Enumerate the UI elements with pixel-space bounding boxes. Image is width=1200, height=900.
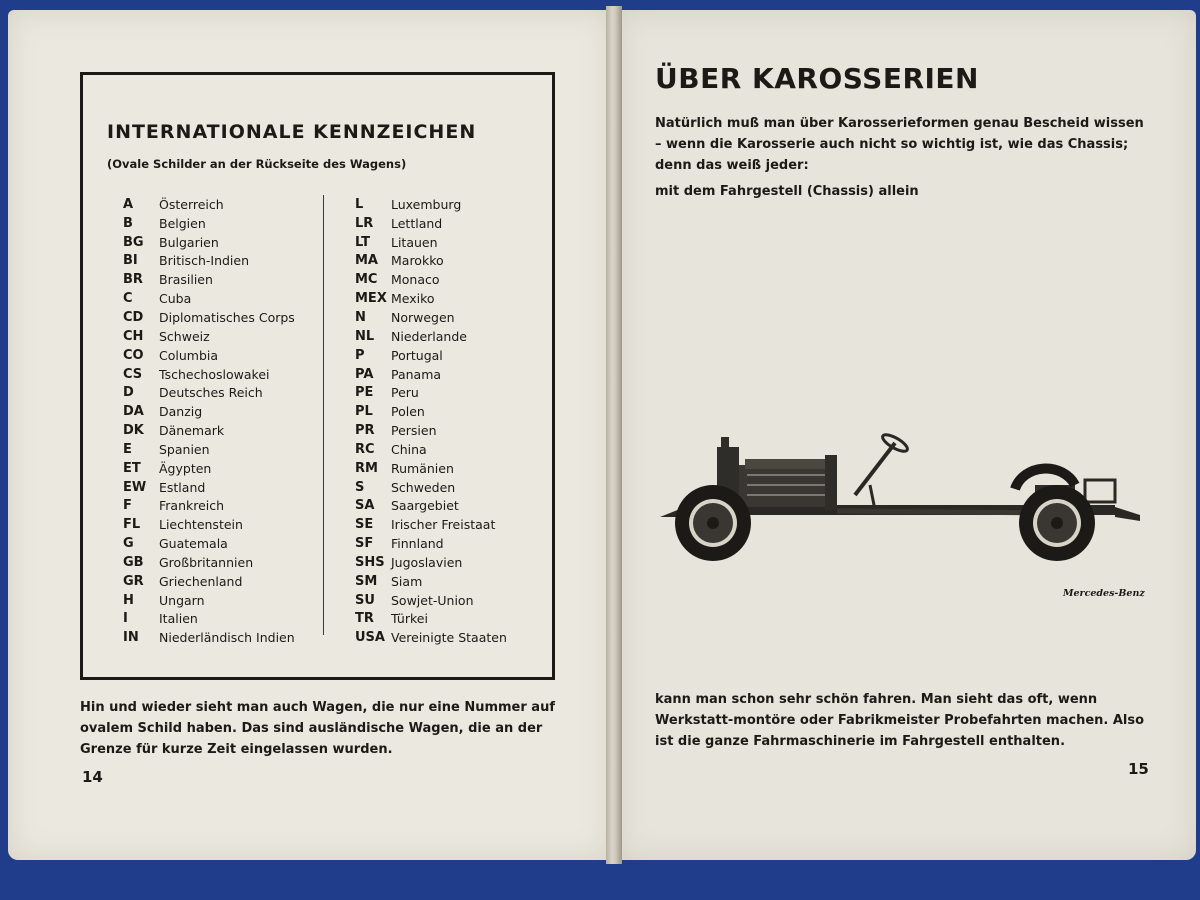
country-name: Lettland bbox=[391, 215, 443, 231]
country-code: C bbox=[123, 291, 133, 307]
country-code: D bbox=[123, 385, 134, 401]
code-row bbox=[355, 440, 565, 459]
country-name: Britisch-Indien bbox=[159, 253, 250, 269]
country-code: EW bbox=[123, 479, 147, 495]
code-row bbox=[355, 195, 565, 214]
code-row bbox=[355, 327, 565, 346]
country-code: MC bbox=[355, 272, 378, 288]
code-row bbox=[123, 478, 333, 497]
code-row bbox=[123, 383, 333, 402]
code-row bbox=[355, 572, 565, 591]
page-number-right: 15 bbox=[1128, 760, 1149, 778]
code-row bbox=[355, 515, 565, 534]
code-row bbox=[355, 459, 565, 478]
code-row bbox=[123, 289, 333, 308]
country-code: IN bbox=[123, 630, 139, 646]
country-code: GR bbox=[123, 573, 144, 589]
country-code: BG bbox=[123, 234, 144, 250]
country-name: Portugal bbox=[391, 347, 443, 363]
country-code: PE bbox=[355, 385, 374, 401]
country-code: BR bbox=[123, 272, 143, 288]
country-code: I bbox=[123, 611, 128, 627]
country-code: DK bbox=[123, 423, 144, 439]
country-name: Spanien bbox=[159, 441, 210, 457]
country-code: LT bbox=[355, 234, 370, 250]
country-name: Columbia bbox=[159, 347, 219, 363]
code-row bbox=[355, 591, 565, 610]
country-name: Brasilien bbox=[159, 272, 213, 288]
code-list-column-1 bbox=[123, 195, 333, 647]
country-name: Mexiko bbox=[391, 291, 435, 307]
image-credit: Mercedes-Benz bbox=[1063, 588, 1145, 599]
country-name: Panama bbox=[391, 366, 442, 382]
code-row bbox=[355, 497, 565, 516]
code-row bbox=[355, 365, 565, 384]
code-row bbox=[355, 270, 565, 289]
box-title: INTERNATIONALE KENNZEICHEN bbox=[107, 121, 477, 143]
country-name: Estland bbox=[159, 479, 206, 495]
country-code: DA bbox=[123, 404, 144, 420]
code-row bbox=[355, 421, 565, 440]
code-row bbox=[123, 308, 333, 327]
code-list-column-2 bbox=[355, 195, 565, 647]
country-code: B bbox=[123, 215, 133, 231]
country-name: Litauen bbox=[391, 234, 438, 250]
country-name: Irischer Freistaat bbox=[391, 517, 496, 533]
country-code: BI bbox=[123, 253, 138, 269]
country-code: TR bbox=[355, 611, 374, 627]
country-name: Ungarn bbox=[159, 592, 205, 608]
country-code: E bbox=[123, 441, 132, 457]
code-row bbox=[355, 233, 565, 252]
code-row bbox=[123, 459, 333, 478]
country-code: ET bbox=[123, 460, 141, 476]
code-row bbox=[123, 365, 333, 384]
country-code: H bbox=[123, 592, 134, 608]
country-name: Deutsches Reich bbox=[159, 385, 263, 401]
country-code: G bbox=[123, 536, 134, 552]
country-name: Cuba bbox=[159, 291, 192, 307]
country-name: Österreich bbox=[159, 196, 224, 212]
country-code: FL bbox=[123, 517, 141, 533]
code-row bbox=[123, 497, 333, 516]
right-page-intro: Natürlich muß man über Karosserieformen genau Bescheid wissen – wenn die Karosserie auch nicht so wichtig ist, wie das Chassis; denn das weiß jeder: bbox=[655, 116, 1144, 173]
code-row bbox=[355, 402, 565, 421]
code-row bbox=[355, 346, 565, 365]
code-row bbox=[355, 289, 565, 308]
country-name: Türkei bbox=[391, 611, 428, 627]
code-row bbox=[123, 553, 333, 572]
code-row bbox=[123, 421, 333, 440]
page-number-left: 14 bbox=[82, 768, 103, 786]
country-code: RC bbox=[355, 441, 375, 457]
country-name: Liechtenstein bbox=[159, 517, 243, 533]
country-name: Jugoslavien bbox=[391, 554, 463, 570]
country-code: CO bbox=[123, 347, 144, 363]
country-code: NL bbox=[355, 328, 375, 344]
license-code-box bbox=[80, 72, 555, 680]
book-gutter bbox=[606, 6, 622, 864]
country-code: PR bbox=[355, 423, 375, 439]
code-row bbox=[355, 383, 565, 402]
country-code: USA bbox=[355, 630, 385, 646]
country-name: Diplomatisches Corps bbox=[159, 309, 295, 325]
country-code: MA bbox=[355, 253, 378, 269]
code-row bbox=[123, 628, 333, 647]
code-row bbox=[123, 252, 333, 271]
code-row bbox=[355, 628, 565, 647]
country-code: L bbox=[355, 196, 364, 212]
country-code: CD bbox=[123, 309, 144, 325]
country-name: Saargebiet bbox=[391, 498, 459, 514]
country-name: Belgien bbox=[159, 215, 206, 231]
code-row bbox=[123, 591, 333, 610]
code-row bbox=[123, 233, 333, 252]
code-row bbox=[355, 553, 565, 572]
code-row bbox=[123, 515, 333, 534]
country-code: SM bbox=[355, 573, 378, 589]
country-code: SE bbox=[355, 517, 374, 533]
code-row bbox=[355, 610, 565, 629]
country-code: MEX bbox=[355, 291, 387, 307]
country-name: Dänemark bbox=[159, 423, 225, 439]
country-code: LR bbox=[355, 215, 374, 231]
country-name: Schweiz bbox=[159, 328, 210, 344]
code-row bbox=[123, 214, 333, 233]
code-row bbox=[123, 327, 333, 346]
country-name: Siam bbox=[391, 573, 423, 589]
country-name: Luxemburg bbox=[391, 196, 462, 212]
country-code: SHS bbox=[355, 554, 385, 570]
country-name: Persien bbox=[391, 423, 437, 439]
country-name: China bbox=[391, 441, 427, 457]
country-name: Sowjet-Union bbox=[391, 592, 474, 608]
country-code: F bbox=[123, 498, 132, 514]
country-name: Finnland bbox=[391, 536, 444, 552]
country-name: Bulgarien bbox=[159, 234, 219, 250]
country-name: Niederländisch Indien bbox=[159, 630, 295, 646]
country-code: CH bbox=[123, 328, 144, 344]
right-page-title: ÜBER KAROSSERIEN bbox=[655, 62, 979, 95]
country-name: Guatemala bbox=[159, 536, 228, 552]
country-name: Peru bbox=[391, 385, 419, 401]
chassis-illustration bbox=[655, 425, 1145, 575]
country-code: PL bbox=[355, 404, 373, 420]
country-code: SU bbox=[355, 592, 375, 608]
code-row bbox=[355, 214, 565, 233]
code-row bbox=[355, 252, 565, 271]
box-subtitle: (Ovale Schilder an der Rückseite des Wagens) bbox=[107, 157, 407, 171]
country-name: Polen bbox=[391, 404, 425, 420]
country-code: SA bbox=[355, 498, 375, 514]
code-row bbox=[123, 346, 333, 365]
country-name: Großbritannien bbox=[159, 554, 254, 570]
country-name: Rumänien bbox=[391, 460, 454, 476]
column-divider bbox=[323, 195, 324, 635]
country-code: S bbox=[355, 479, 365, 495]
country-code: A bbox=[123, 196, 134, 212]
code-row bbox=[355, 478, 565, 497]
country-name: Ägypten bbox=[159, 460, 212, 476]
right-page-body: kann man schon sehr schön fahren. Man sieht das oft, wenn Werkstatt-montöre oder Fabrikmeister Probefahrten machen. Also ist die ganze Fahrmaschinerie im Fahrgestell enthalten. bbox=[655, 692, 1145, 749]
country-name: Danzig bbox=[159, 404, 203, 420]
country-name: Tschechoslowakei bbox=[159, 366, 270, 382]
country-name: Griechenland bbox=[159, 573, 243, 589]
country-code: GB bbox=[123, 554, 144, 570]
country-code: PA bbox=[355, 366, 374, 382]
country-code: N bbox=[355, 309, 366, 325]
country-name: Vereinigte Staaten bbox=[391, 630, 507, 646]
country-name: Monaco bbox=[391, 272, 440, 288]
country-code: RM bbox=[355, 460, 378, 476]
code-row bbox=[123, 440, 333, 459]
code-row bbox=[355, 534, 565, 553]
country-name: Marokko bbox=[391, 253, 444, 269]
country-name: Niederlande bbox=[391, 328, 467, 344]
country-name: Frankreich bbox=[159, 498, 225, 514]
code-row bbox=[123, 572, 333, 591]
country-name: Italien bbox=[159, 611, 198, 627]
code-row bbox=[355, 308, 565, 327]
country-name: Schweden bbox=[391, 479, 456, 495]
country-code: CS bbox=[123, 366, 143, 382]
code-row bbox=[123, 270, 333, 289]
left-page-note: Hin und wieder sieht man auch Wagen, die nur eine Nummer auf ovalem Schild haben. Das sind ausländische Wagen, die an der Grenze für kurze Zeit eingelassen wurden. bbox=[80, 700, 555, 757]
code-row bbox=[123, 610, 333, 629]
code-row bbox=[123, 195, 333, 214]
country-code: SF bbox=[355, 536, 374, 552]
chassis-caption: mit dem Fahrgestell (Chassis) allein bbox=[655, 184, 919, 199]
country-code: P bbox=[355, 347, 365, 363]
code-row bbox=[123, 534, 333, 553]
code-row bbox=[123, 402, 333, 421]
country-name: Norwegen bbox=[391, 309, 455, 325]
